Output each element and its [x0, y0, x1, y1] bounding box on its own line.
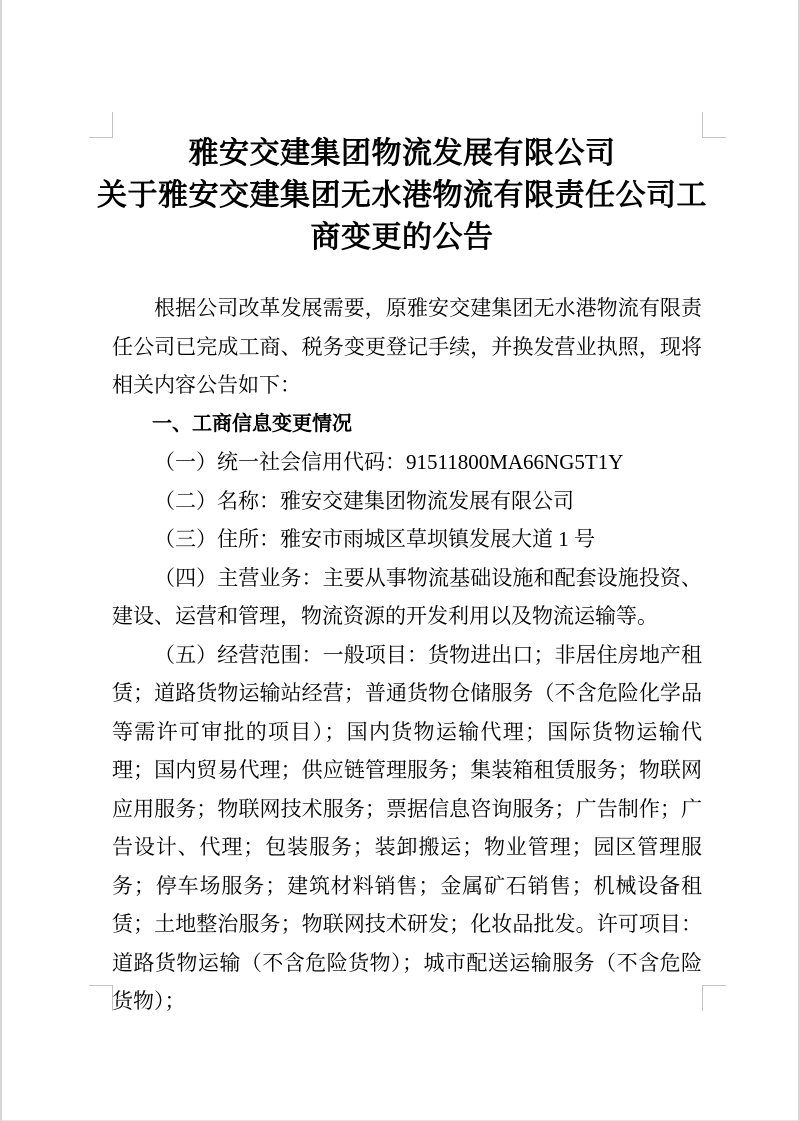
document-title-line-2: 关于雅安交建集团无水港物流有限责任公司工 — [97, 179, 707, 212]
paragraph-item-business-scope: （五）经营范围：一般项目：货物进出口；非居住房地产租赁；道路货物运输站经营；普通货物仓储服务（不含危险化学品等需许可审批的项目）；国内货物运输代理；国际货物运输代理；国内贸易代理；供应链管理服务；集装箱租赁服务；物联网应用服务；物联网技术服务；票据信息咨询服务；广告制作；广告设计、代理；包装服务；装卸搬运；物业管理；园区管理服务；停车场服务；建筑材料销售；金属矿石销售；机械设备租赁；土地整治服务；物联网技术研发；化妆品批发。许可项目：道路货物运输（不含危险货物）；城市配送运输服务（不含危险货物）； — [112, 642, 702, 1013]
margin-crop-mark-bottom-left — [89, 985, 113, 1011]
document-title — [95, 133, 709, 259]
paragraph-item-credit-code: （一）统一社会信用代码：91511800MA66NG5T1Y — [154, 450, 624, 474]
section-heading-business-info-change: 一、工商信息变更情况 — [152, 412, 352, 435]
document-body — [112, 289, 702, 1021]
document-title-line-3: 商变更的公告 — [310, 221, 494, 254]
document-title-line-1: 雅安交建集团物流发展有限公司 — [188, 137, 616, 170]
paragraph-item-name: （二）名称：雅安交建集团物流发展有限公司 — [154, 488, 574, 513]
paragraph-item-main-business: （四）主营业务：主要从事物流基础设施和配套设施投资、建设、运营和管理，物流资源的开发利用以及物流运输等。 — [112, 565, 702, 628]
paragraph-item-address: （三）住所：雅安市雨城区草坝镇发展大道 1 号 — [154, 527, 595, 551]
margin-crop-mark-bottom-right — [702, 985, 726, 1011]
paragraph-intro: 根据公司改革发展需要，原雅安交建集团无水港物流有限责任公司已完成工商、税务变更登记手续，并换发营业执照，现将相关内容公告如下： — [112, 296, 702, 397]
